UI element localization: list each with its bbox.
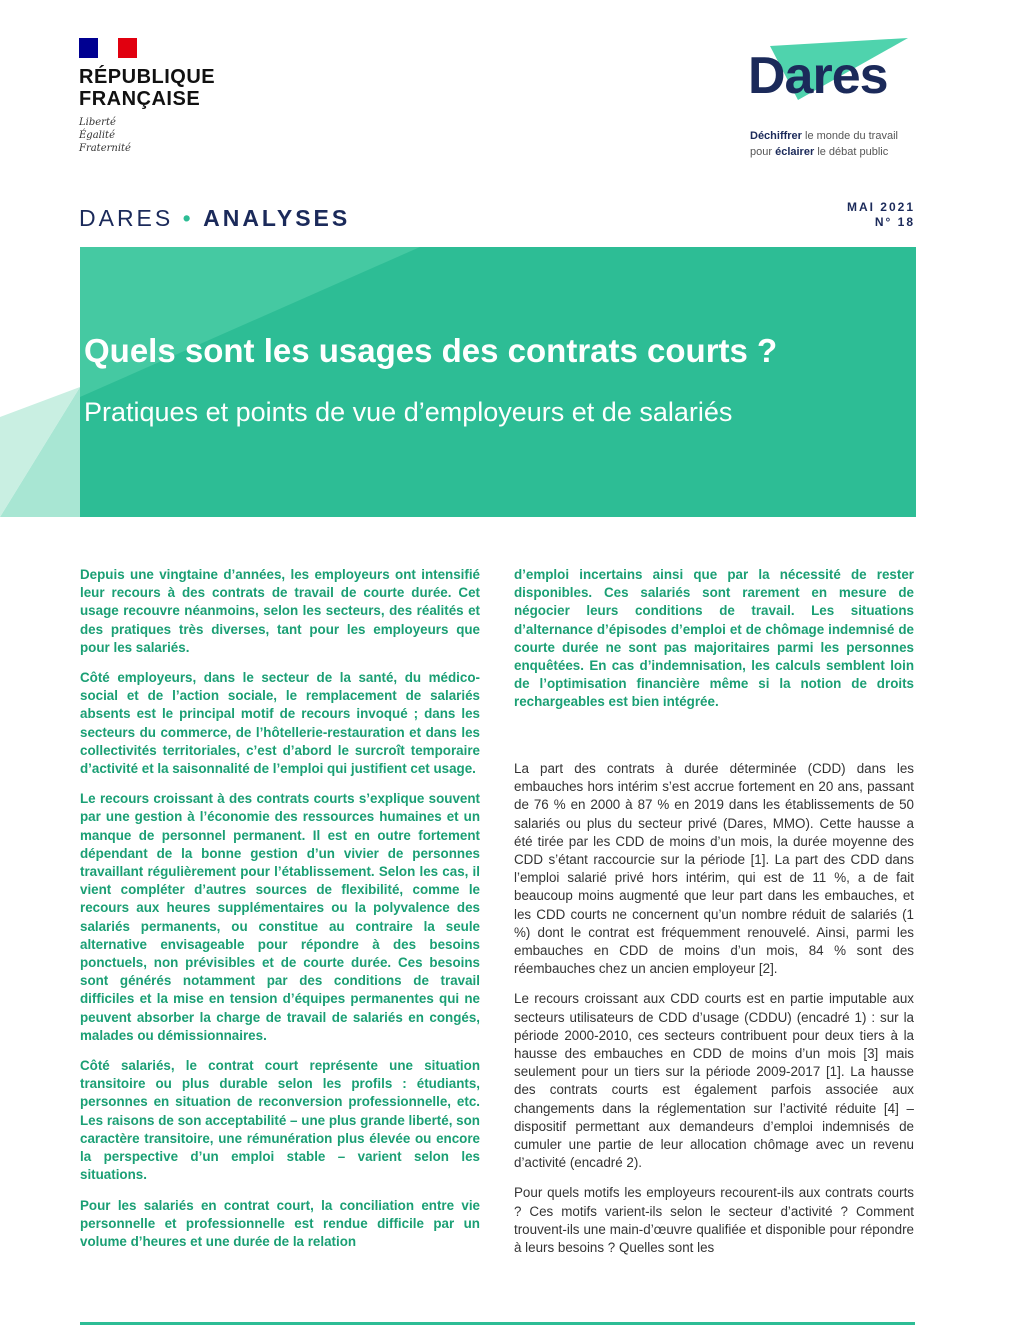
bottom-rule — [80, 1322, 915, 1325]
issue-info — [847, 200, 915, 230]
dares-brand: Dares — [748, 47, 888, 105]
summary-paragraph: Pour les salariés en contrat court, la conciliation entre vie personnelle et professionnelle est rendue difficile par un volume d’heures et une durée de la relation — [80, 1197, 480, 1249]
body-paragraph: La part des contrats à durée déterminée (CDD) dans les embauches hors intérim s’est accrue fortement en 20 ans, passant de 76 % en 2000 à 87 % en 2019 dans les établissements de 50 salariés ou plus du secteur privé (Dares, MMO). Cette hausse a été tirée par les CDD de moins d’un mois, la durée moyenne des CDD s’étant raccourcie sur la période [1]. La part des CDD dans l’emploi salarié privé hors intérim, qui est de 11 %, a de fait beaucoup moins augmenté que leur part dans les embauches, et les CDD courts ne concernent qu’un nombre réduit de salariés (1 %) dont le contrat est fréquemment renouvelé. Ainsi, parmi les embauches en CDD de moins d’un mois, 84 % sont des réembauches chez un ancien employeur [2]. — [514, 761, 914, 977]
banner-background — [0, 247, 916, 517]
republique-francaise-logo — [79, 38, 215, 155]
summary-left-column — [80, 566, 480, 1263]
issue-number: N° 18 — [874, 215, 915, 229]
page-title: Quels sont les usages des contrats courts ? — [84, 332, 778, 369]
summary-paragraph: Le recours croissant à des contrats courts s’explique souvent par une gestion à l’économie des ressources humaines et un manque de personnel permanent. Il est en outre fortement dépendant de la bonne gestion d’un vivier de personnes travaillant régulièrement pour l’établissement. Selon les cas, il vient compléter d’autres sources de flexibilité, comme le recours aux heures supplémentaires ou la polyvalence des salariés permanents, ou constitue au contraire la seule alternative envisageable pour répondre à des besoins ponctuels, non prévisibles et de courte durée. Ces besoins sont générés notamment par des conditions de travail difficiles et la mise en tension d’équipes permanentes qui ne peuvent absorber la charge de travail de salariés en congés, malades ou démissionnaires. — [80, 791, 480, 1043]
french-flag-icon — [79, 38, 137, 58]
republique-motto: Liberté Égalité Fraternité — [79, 117, 131, 154]
republique-francaise-name: RÉPUBLIQUE FRANÇAISE — [79, 66, 216, 110]
publication-series: DARES • ANALYSES — [79, 205, 351, 231]
summary-paragraph: d’emploi incertains ainsi que par la nécessité de rester disponibles. Ces salariés sont rarement en mesure de négocier leurs conditions de travail. Les situations d’alternance d’épisodes d’emploi et de chômage indemnisé de courte durée ne sont pas majoritaires parmi les personnes enquêtées. En cas d’indemnisation, les calculs semblent loin de l’optimisation financière même si la notion de droits rechargeables est bien intégrée. — [514, 567, 914, 710]
summary-paragraph: Côté employeurs, dans le secteur de la santé, du médico-social et de l’action sociale, le remplacement de salariés absents est le principal motif de recours invoqué ; dans les secteurs du commerce, de l’hôtellerie-restauration et dans les collectivités territoriales, c’est d’abord le surcroît temporaire d’activité et la saisonnalité de l’emploi qui justifient cet usage. — [80, 670, 480, 777]
body-paragraph: Le recours croissant aux CDD courts est en partie imputable aux secteurs utilisateurs de CDD d’usage (CDDU) (encadré 1) : sur la période 2000-2010, ces secteurs contribuent pour deux tiers à la hausse des embauches en CDD de moins d’un mois [3] mais seulement pour un tiers sur la période 2009-2017 [1]. La hausse des contrats courts est également parfois associée aux changements dans la réglementation sur l’activité réduite [4] – dispositif permettant aux demandeurs d’emploi indemnisés de cumuler une partie de leur allocation chômage avec un revenu d’activité (encadré 2). — [514, 991, 914, 1171]
summary-right-column — [514, 566, 914, 724]
issue-date: MAI 2021 — [846, 200, 915, 214]
page-subtitle: Pratiques et points de vue d’employeurs et de salariés — [84, 397, 733, 427]
dares-logo — [740, 38, 930, 123]
dares-tagline: Déchiffrer le monde du travail pour éclairer le débat public — [750, 130, 898, 158]
summary-paragraph: Côté salariés, le contrat court représente une situation transitoire ou plus durable selon les profils : étudiants, personnes en situation de reconversion professionnelle, etc. Les raisons de son acceptabilité – une plus grande liberté, son caractère transitoire, une rémunération plus élevée ou encore la perspective d’un emploi stable – varient selon les situations. — [80, 1058, 480, 1183]
body-paragraph: Pour quels motifs les employeurs recourent-ils aux contrats courts ? Ces motifs varient-ils selon le secteur d’activité ? Comment trouvent-ils une main-d’œuvre qualifiée et disponible pour répondre à leurs besoins ? Quelles sont les — [514, 1185, 914, 1256]
summary-paragraph: Depuis une vingtaine d’années, les employeurs ont intensifié leur recours à des contrats de travail de courte durée. Cet usage recouvre néanmoins, selon les secteurs, des réalités et des pratiques très diverses, tant pour les employeurs que pour les salariés. — [80, 567, 480, 655]
title-banner — [0, 247, 916, 517]
body-text-column — [514, 760, 914, 1286]
